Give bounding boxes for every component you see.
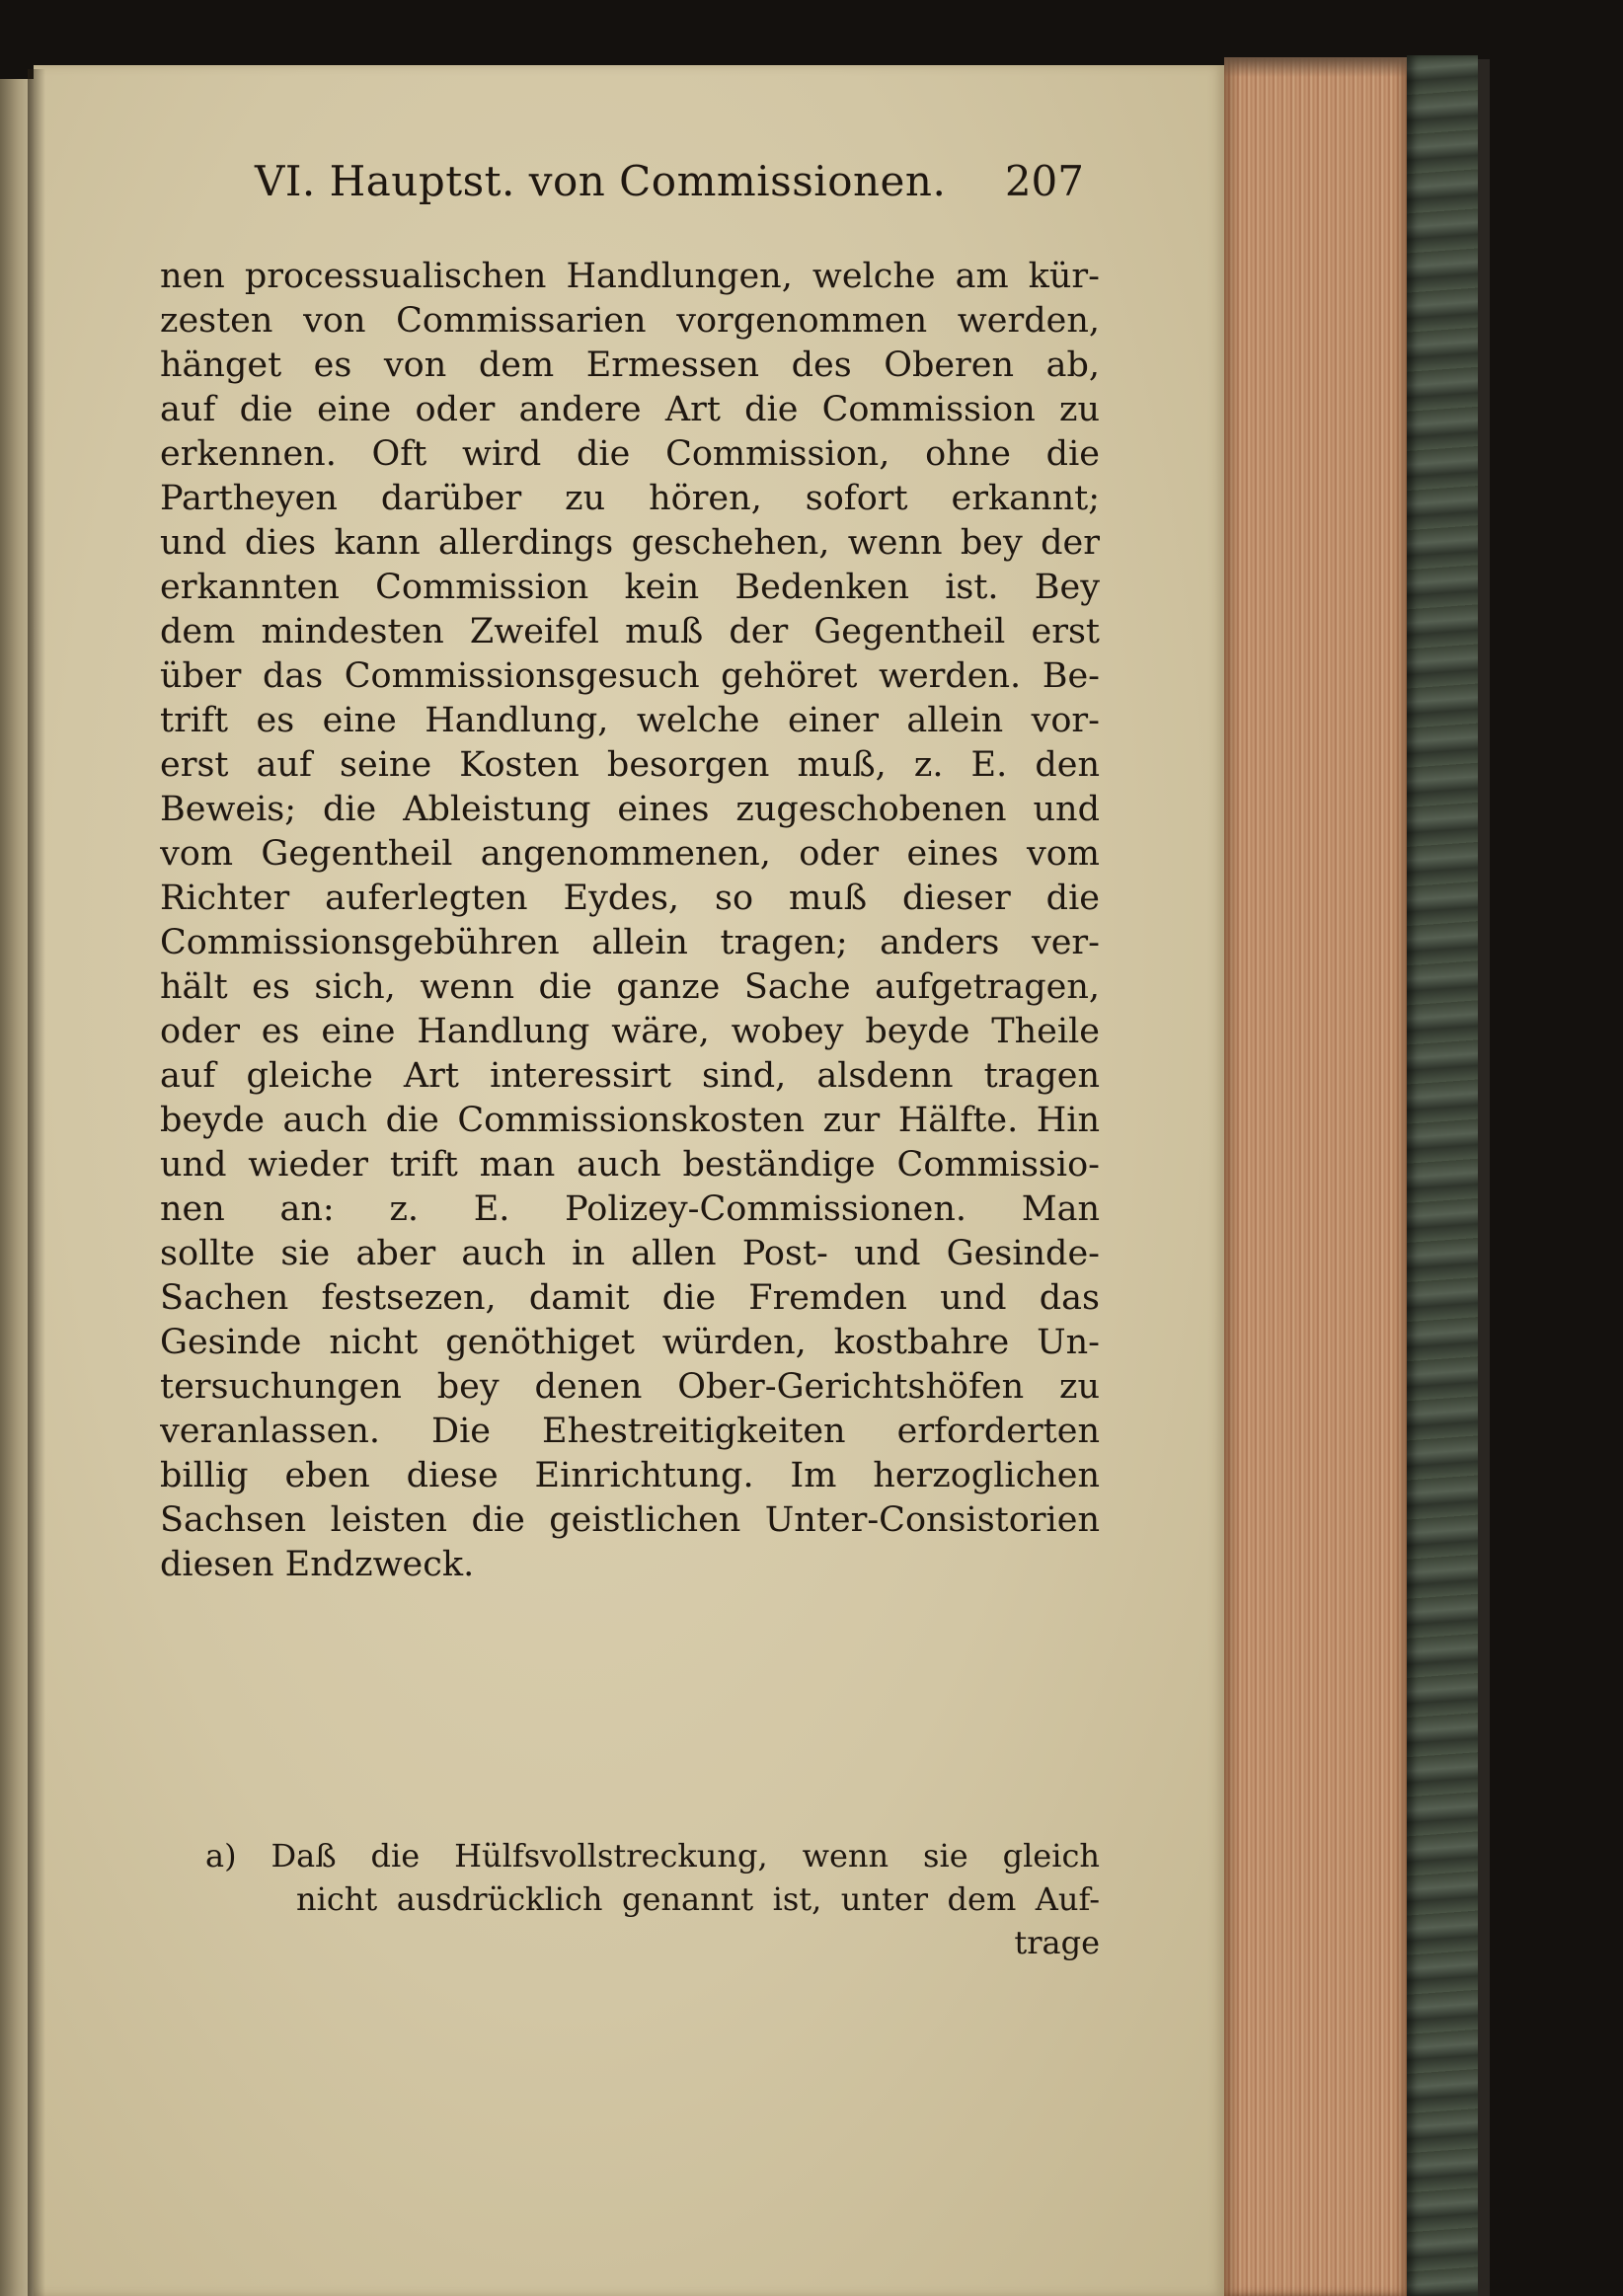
- text-line: zesten von Commissarien vorgenommen werden,: [160, 301, 1100, 341]
- text-line: nen an: z. E. Polizey-Commissionen. Man: [160, 1189, 1100, 1229]
- body-text: [160, 255, 1100, 1587]
- text-line: hänget es von dem Ermessen des Oberen ab,: [160, 345, 1100, 385]
- text-line: Beweis; die Ableistung eines zugeschobenen und: [160, 790, 1100, 829]
- page-number: 207: [1004, 157, 1084, 205]
- cover-edge: [1478, 59, 1490, 2296]
- text-line: erst auf seine Kosten besorgen muß, z. E. den: [160, 745, 1100, 785]
- text-line: vom Gegentheil angenommenen, oder eines vom: [160, 834, 1100, 874]
- footnote-line: nicht ausdrücklich genannt ist, unter dem Auf-: [296, 1880, 1100, 1918]
- text-line: Sachen festsezen, damit die Fremden und das: [160, 1278, 1100, 1318]
- text-line: auf gleiche Art interessirt sind, alsdenn tragen: [160, 1056, 1100, 1096]
- text-line: hält es sich, wenn die ganze Sache aufgetragen,: [160, 967, 1100, 1007]
- text-line: tersuchungen bey denen Ober-Gerichtshöfen zu: [160, 1367, 1100, 1407]
- page-edges-block: [1224, 57, 1407, 2296]
- text-line: diesen Endzweck.: [160, 1545, 475, 1584]
- text-line: erkennen. Oft wird die Commission, ohne die: [160, 434, 1100, 474]
- text-line: auf die eine oder andere Art die Commission zu: [160, 390, 1100, 429]
- text-line: Partheyen darüber zu hören, sofort erkannt;: [160, 479, 1100, 518]
- page-edges-shadow: [1224, 57, 1407, 77]
- text-line: und wieder trift man auch beständige Commissio-: [160, 1145, 1100, 1185]
- text-line: billig eben diese Einrichtung. Im herzoglichen: [160, 1456, 1100, 1495]
- running-header: [255, 152, 1084, 211]
- text-line: nen processualischen Handlungen, welche am kür-: [160, 257, 1100, 296]
- text-line: beyde auch die Commissionskosten zur Hälfte. Hin: [160, 1101, 1100, 1140]
- footnote-line: a) Daß die Hülfsvollstreckung, wenn sie gleich: [205, 1837, 1100, 1875]
- text-line: Sachsen leisten die geistlichen Unter-Consistorien: [160, 1500, 1100, 1540]
- page-text: [34, 65, 1224, 2296]
- running-title: VI. Hauptst. von Commissionen.: [255, 157, 947, 205]
- text-line: erkannten Commission kein Bedenken ist. Bey: [160, 568, 1100, 607]
- text-line: über das Commissionsgesuch gehöret werden. Be-: [160, 656, 1100, 696]
- footnote: [160, 1834, 1100, 1964]
- text-line: sollte sie aber auch in allen Post- und Gesinde-: [160, 1234, 1100, 1273]
- text-line: veranlassen. Die Ehestreitigkeiten erforderten: [160, 1412, 1100, 1451]
- text-line: oder es eine Handlung wäre, wobey beyde Theile: [160, 1012, 1100, 1051]
- catchword: trage: [1014, 1924, 1100, 1961]
- marbled-cover: [1407, 55, 1478, 2296]
- text-line: und dies kann allerdings geschehen, wenn bey der: [160, 523, 1100, 563]
- text-line: Commissionsgebühren allein tragen; anders ver-: [160, 923, 1100, 962]
- text-line: Gesinde nicht genöthiget würden, kostbahre Un-: [160, 1323, 1100, 1362]
- text-line: dem mindesten Zweifel muß der Gegentheil erst: [160, 612, 1100, 651]
- text-line: Richter auferlegten Eydes, so muß dieser die: [160, 879, 1100, 918]
- text-line: trift es eine Handlung, welche einer allein vor-: [160, 701, 1100, 740]
